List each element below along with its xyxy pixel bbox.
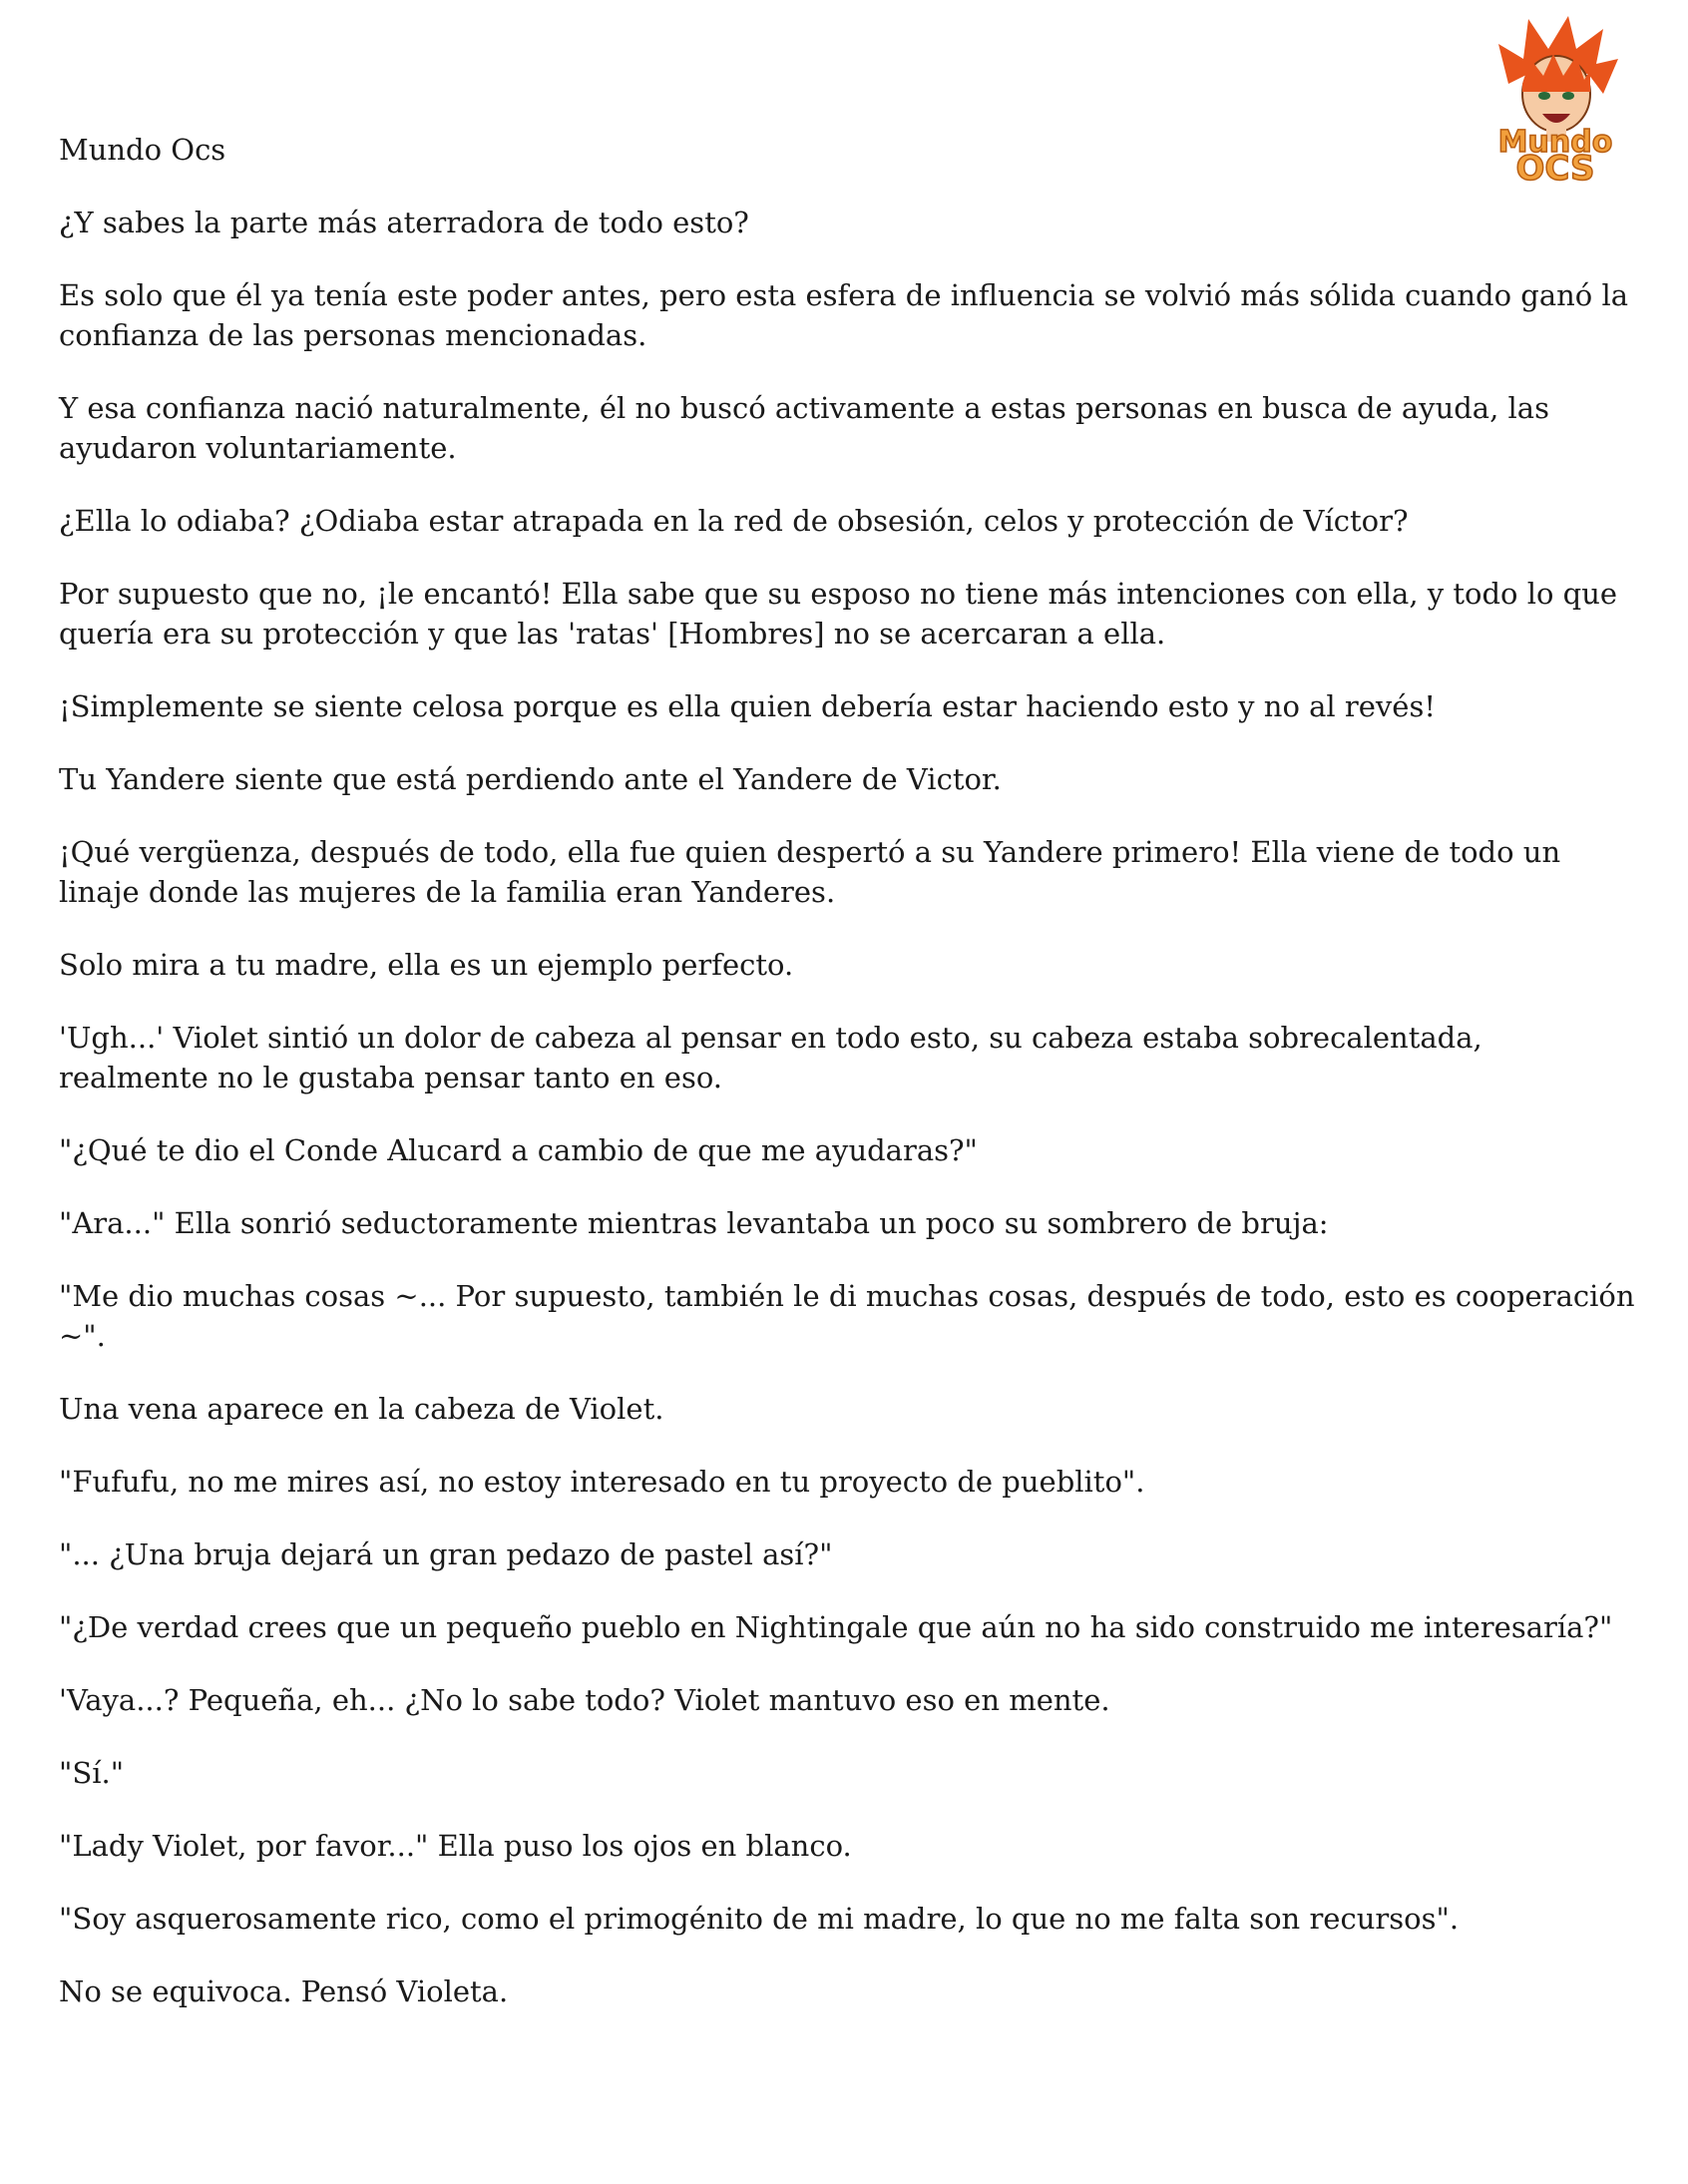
paragraph: "¿De verdad crees que un pequeño pueblo en Nightingale que aún no ha sido construido me interesaría?" [59,1610,1613,1644]
paragraph: No se equivoca. Pensó Violeta. [59,1974,509,2008]
paragraph: Tu Yandere siente que está perdiendo ante el Yandere de Victor. [59,762,1002,796]
paragraph: "Me dio muchas cosas ~... Por supuesto, también le di muchas cosas, después de todo, esto es cooperación ~". [59,1279,1635,1353]
paragraph: ¿Y sabes la parte más aterradora de todo esto? [59,206,749,239]
paragraph: Y esa confianza nació naturalmente, él no buscó activamente a estas personas en busca de ayuda, las ayudaron voluntariamente. [59,391,1549,465]
paragraph: "Sí." [59,1756,125,1790]
paragraph: "... ¿Una bruja dejará un gran pedazo de pastel así?" [59,1537,833,1571]
paragraph: ¿Ella lo odiaba? ¿Odiaba estar atrapada en la red de obsesión, celos y protección de Víctor? [59,504,1409,538]
page-title: Mundo Ocs [59,133,226,167]
paragraph: Por supuesto que no, ¡le encantó! Ella sabe que su esposo no tiene más intenciones con ella, y todo lo que quería era su protección y que las 'ratas' [Hombres] no se acercaran a ella. [59,577,1618,651]
paragraph: "Ara..." Ella sonrió seductoramente mientras levantaba un poco su sombrero de bruja: [59,1206,1329,1240]
paragraph: Es solo que él ya tenía este poder antes, pero esta esfera de influencia se volvió más sólida cuando ganó la confianza de las personas mencionadas. [59,278,1629,352]
logo-text-top: Mundo [1497,125,1613,160]
paragraph: 'Vaya...? Pequeña, eh... ¿No lo sabe todo? Violet mantuvo eso en mente. [59,1683,1110,1717]
document-body [59,130,1640,2044]
paragraph: "Fufufu, no me mires así, no estoy interesado en tu proyecto de pueblito". [59,1465,1145,1499]
paragraph: Una vena aparece en la cabeza de Violet. [59,1392,664,1426]
paragraph: "¿Qué te dio el Conde Alucard a cambio de que me ayudaras?" [59,1133,978,1167]
paragraph: Solo mira a tu madre, ella es un ejemplo perfecto. [59,948,794,982]
paragraph: "Lady Violet, por favor..." Ella puso los ojos en blanco. [59,1829,852,1863]
paragraph: ¡Qué vergüenza, después de todo, ella fue quien despertó a su Yandere primero! Ella viene de todo un linaje donde las mujeres de la familia eran Yanderes. [59,835,1561,909]
paragraph: "Soy asquerosamente rico, como el primogénito de mi madre, lo que no me falta son recursos". [59,1902,1460,1936]
logo-text-bottom: OCS [1515,149,1595,186]
paragraph: 'Ugh...' Violet sintió un dolor de cabeza al pensar en todo esto, su cabeza estaba sobrecalentada, realmente no le gustaba pensar tanto en eso. [59,1021,1482,1094]
paragraph: ¡Simplemente se siente celosa porque es ella quien debería estar haciendo esto y no al revés! [59,689,1437,723]
